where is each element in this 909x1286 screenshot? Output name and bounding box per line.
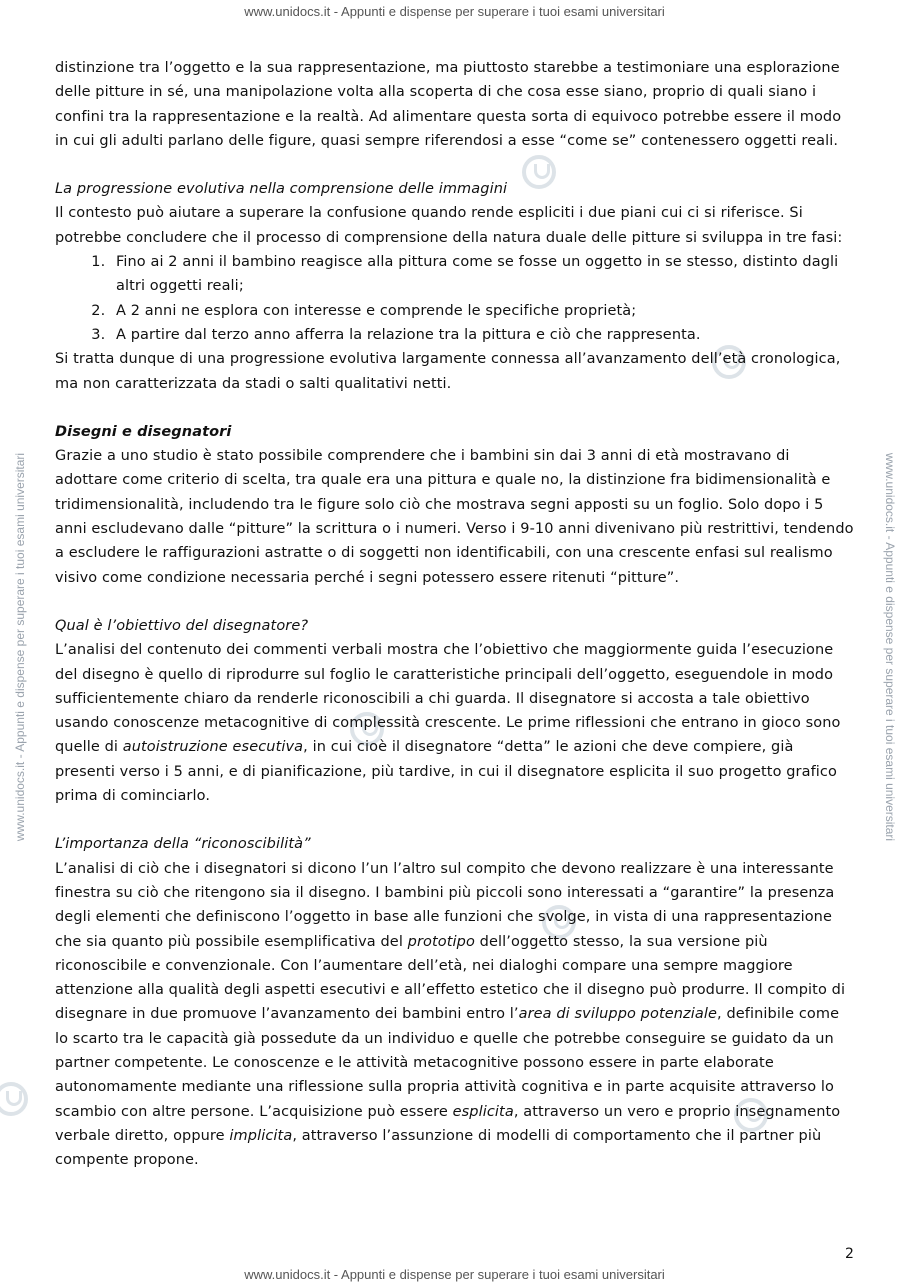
paragraph: Il contesto può aiutare a superare la confusione quando rende espliciti i due piani cui ci si riferisce. Si potrebbe concludere che il processo di comprensione della natura duale delle pitture si sviluppa in tre fasi: [55,205,843,246]
list-item: 2. A 2 anni ne esplora con interesse e comprende le specifiche proprietà; [110,299,855,323]
emphasis: implicita [229,1127,293,1144]
section-heading: Disegni e disegnatori [55,423,232,440]
section-heading: Qual è l’obiettivo del disegnatore? [55,617,309,634]
phase-list [55,250,855,347]
document-body [55,56,855,1172]
list-item: 1. Fino ai 2 anni il bambino reagisce alla pittura come se fosse un oggetto in se stesso, distinto dagli altri oggetti reali; [110,250,855,299]
paragraph [55,857,855,1173]
emphasis: esplicita [452,1103,514,1120]
text-span: dell’oggetto stesso, la sua versione più riconoscibile e convenzionale. Con l’aumentare dell’età, nei dialoghi compare una sempre maggiore attenzione alla qualità degli aspetti esecutivi e all’effetto estetico che il disegno può produrre. Il compito di disegnare in due promuove l’avanzamento dei bambini entro l’ [55,933,846,1023]
paragraph: distinzione tra l’oggetto e la sua rappresentazione, ma piuttosto starebbe a testimoniare una esplorazione delle pitture in sé, una manipolazione volta alla scoperta di che cosa esse siano, proprio di quali siano i confini tra la rappresentazione e la realtà. Ad alimentare questa sorta di equivoco potrebbe essere il modo in cui gli adulti parlano delle figure, quasi sempre riferendosi a esse “come se” contenessero oggetti reali. [55,60,842,149]
emphasis: autoistruzione esecutiva [122,739,304,756]
text-span: L’analisi del contenuto dei commenti verbali mostra che l’obiettivo che maggiormente guida l’esecuzione del disegno è quello di riprodurre sul foglio le caratteristiche principali dell’oggetto, eseguendole in modo sufficientemente chiaro da renderle riconoscibili a chi guarda. Il disegnatore si accosta a tale obiettivo usando conoscenze metacognitive di complessità crescente. Le prime riflessioni che entrano in gioco sono quelle di [55,642,841,756]
emphasis: area di sviluppo potenziale [518,1006,718,1023]
text-span: , attraverso l’assunzione di modelli di comportamento che il partner più compente propone. [55,1127,822,1169]
page-number: 2 [845,1246,854,1262]
watermark-left-side: www.unidocs.it - Appunti e dispense per superare i tuoi esami universitari [13,452,27,842]
emphasis: prototipo [407,933,475,950]
text-span: , attraverso un vero e proprio insegnamento verbale diretto, oppure [55,1103,841,1144]
section-heading: L’importanza della “riconoscibilità” [55,836,311,853]
text-span: L’analisi di ciò che i disegnatori si dicono l’un l’altro sul compito che devono realizzare è una interessante finestra su ciò che ritengono sia il disegno. I bambini più piccoli sono interessati a “garantire” la presenza degli elementi che definiscono l’oggetto in base alle funzioni che svolge, in vista di una rappresentazione che sia quanto più possibile esemplificativa del [55,860,835,950]
text-span: , definibile come lo scarto tra le capacità già possedute da un individuo e quelle che potrebbe conseguire se guidato da un partner competente. Le conoscenze e le attività metacognitive possono essere in parte elaborate autonomamente mediante una riflessione sulla propria attività cognitiva e in parte acquisite attraverso lo scambio con altre persone. L’acquisizione può essere [55,1006,840,1120]
paragraph [55,638,855,808]
text-span: , in cui cioè il disegnatore “detta” le azioni che deve compiere, già presenti verso i 5 anni, e di pianificazione, più tardive, in cui il disegnatore esplicita il suo progetto grafico prima di cominciarlo. [55,739,837,805]
watermark-logo-icon [0,1082,28,1116]
list-item: 3. A partire dal terzo anno afferra la relazione tra la pittura e ciò che rappresenta. [110,323,855,347]
watermark-right-side: www.unidocs.it - Appunti e dispense per superare i tuoi esami universitari [883,452,897,842]
watermark-bottom-banner: www.unidocs.it - Appunti e dispense per superare i tuoi esami universitari [244,1267,665,1282]
paragraph: Grazie a uno studio è stato possibile comprendere che i bambini sin dai 3 anni di età mostravano di adottare come criterio di scelta, tra quale era una pittura e quale no, la distinzione fra bidimensionalità e tridimensionalità, includendo tra le figure solo ciò che mostrava segni apposti su un foglio. Solo dopo i 5 anni escludevano dalle “pitture” la scrittura o i numeri. Verso i 9-10 anni divenivano più restrittivi, tendendo a escludere le raffigurazioni astratte o di soggetti non identificabili, con una crescente enfasi sul realismo visivo come condizione necessaria perché i segni potessero essere ritenuti “pitture”. [55,448,854,586]
section-heading: La progressione evolutiva nella comprensione delle immagini [55,181,508,198]
watermark-top-banner: www.unidocs.it - Appunti e dispense per superare i tuoi esami universitari [244,4,665,19]
paragraph: Si tratta dunque di una progressione evolutiva largamente connessa all’avanzamento dell’età cronologica, ma non caratterizzata da stadi o salti qualitativi netti. [55,351,841,392]
